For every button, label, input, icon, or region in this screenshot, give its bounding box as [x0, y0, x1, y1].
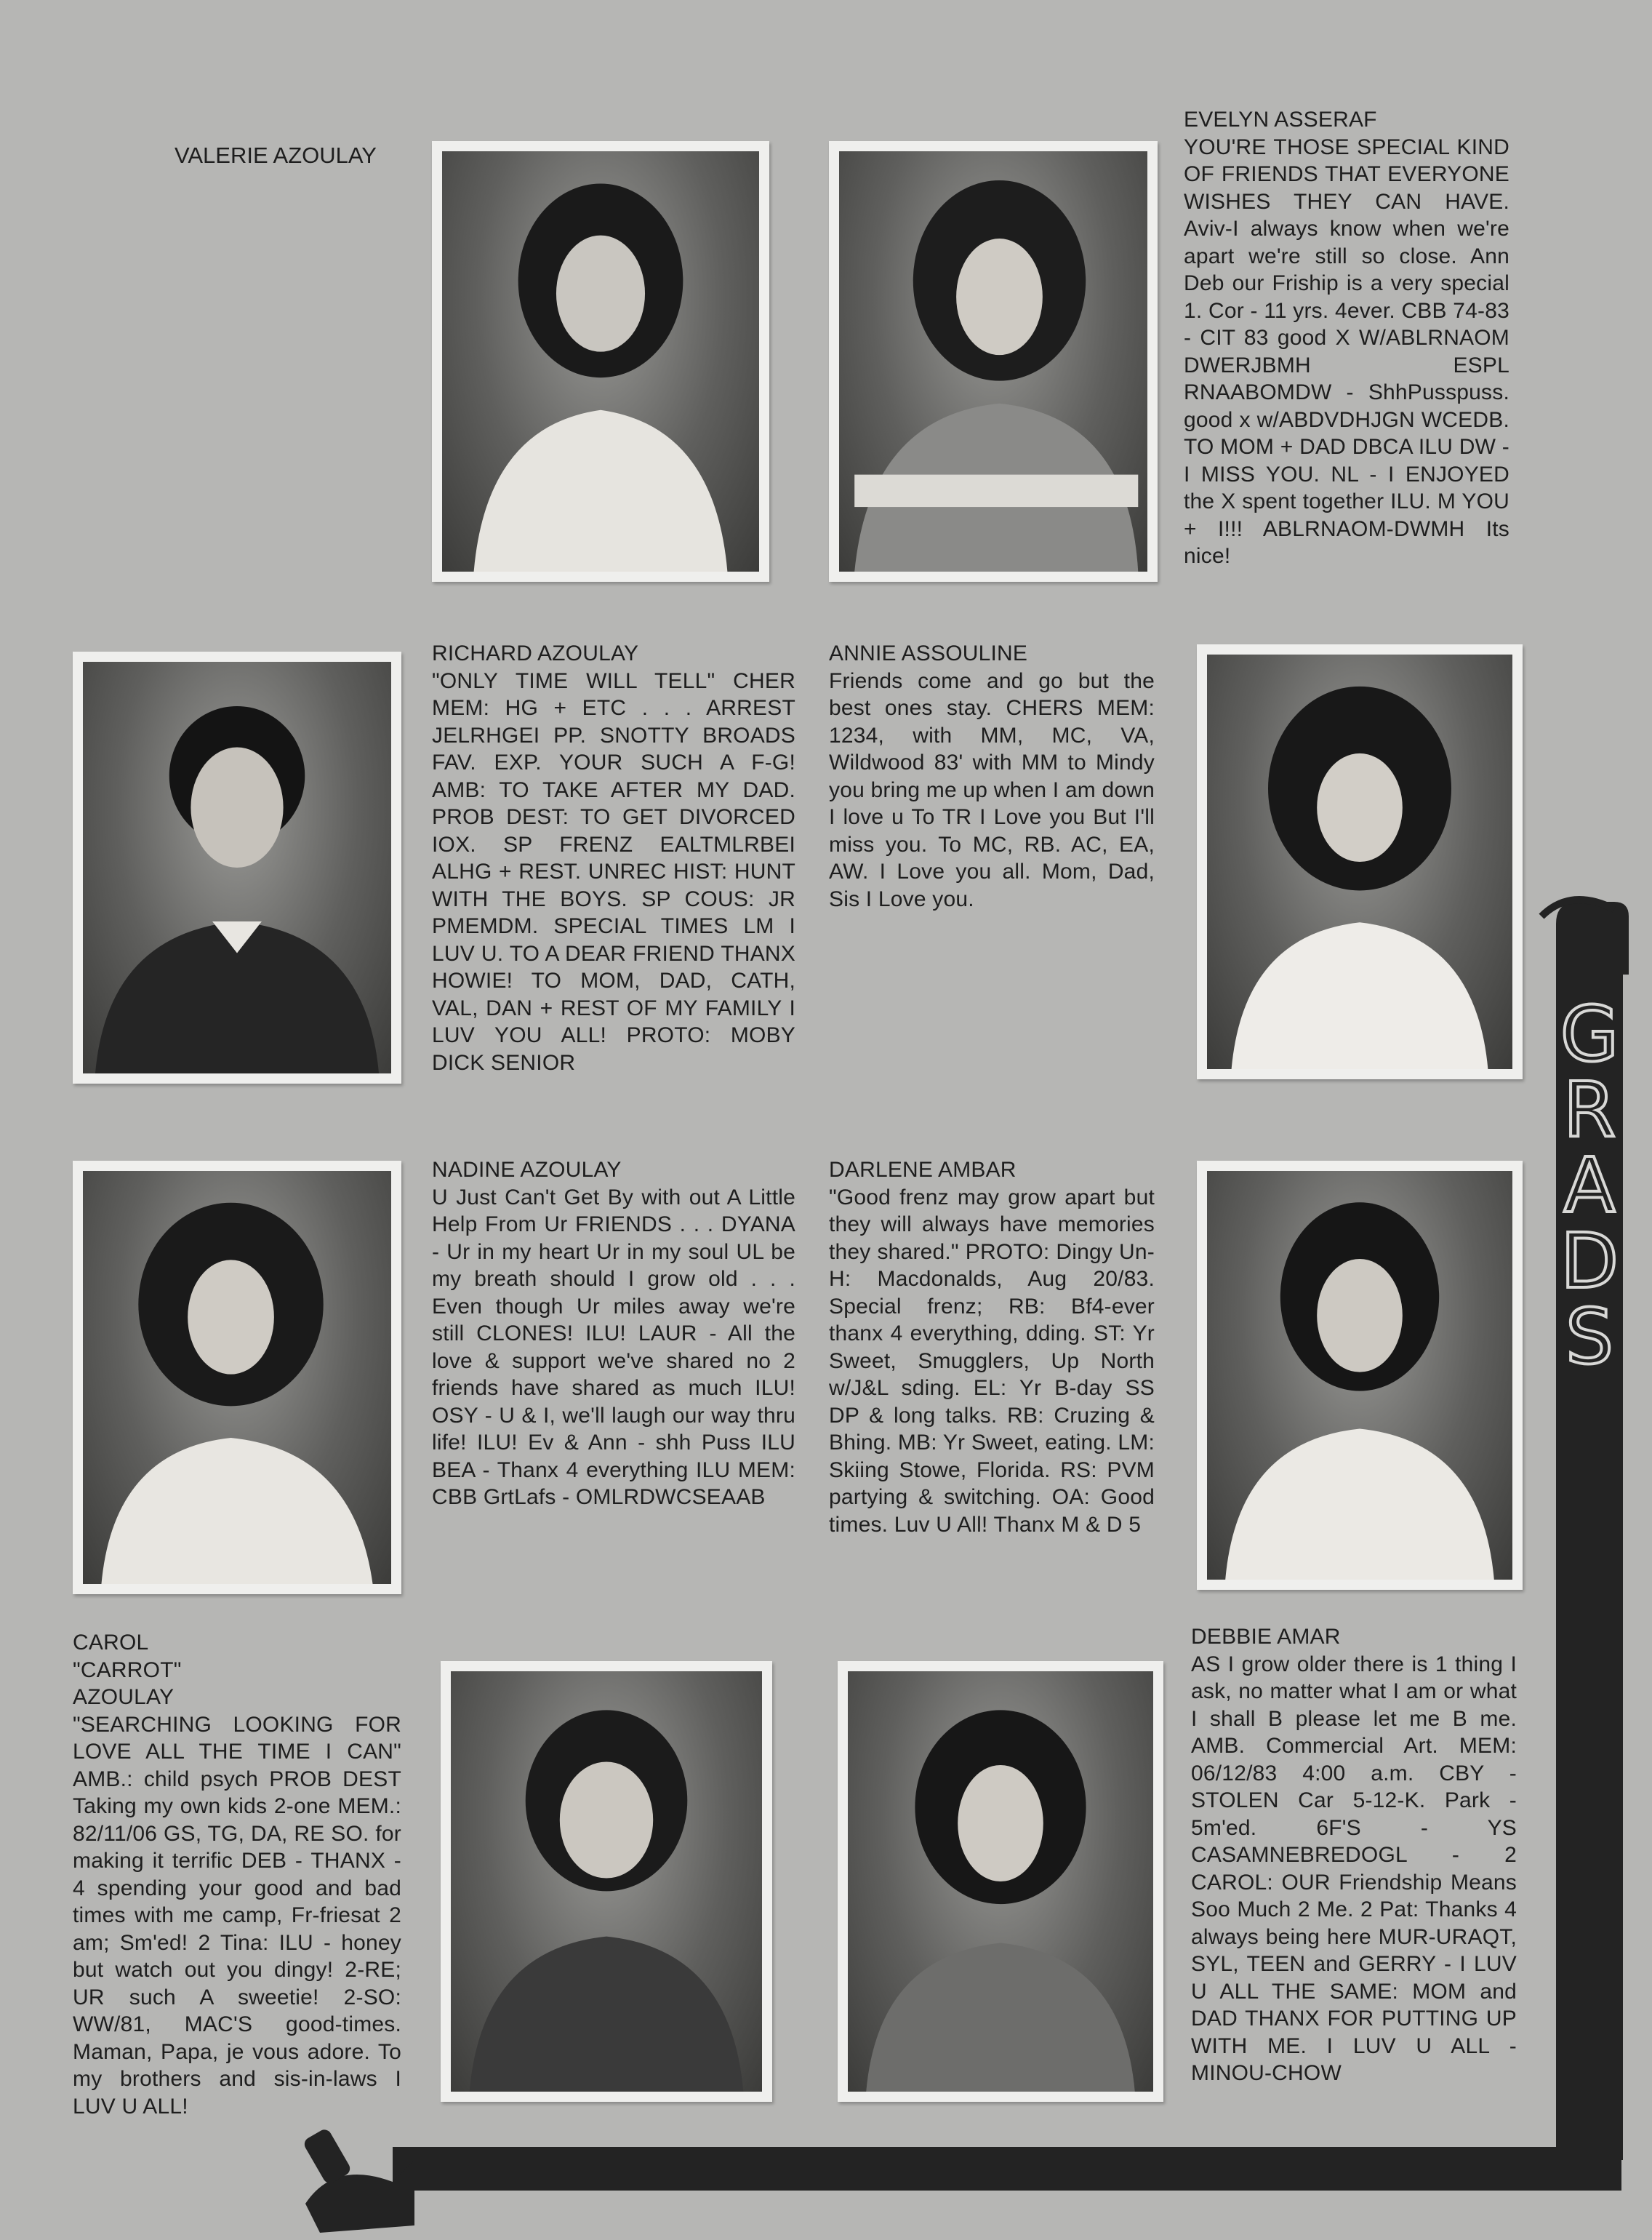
student-name: DARLENE AMBAR: [829, 1158, 1017, 1182]
student-message: "ONLY TIME WILL TELL" CHER MEM: HG + ETC . . . ARREST JELRHGEI PP. SNOTTY BROADS FAV. EXP. YOUR SUCH A F-G! AMB: TO TAKE AFTER MY DAD. PROB DEST: TO GET DIVORCED IOX. SP FRENZ EALTMLRBEI ALHG + REST. UNREC HIST: HUNT WITH THE BOYS. SP COUS: JR PMEMDM. SPECIAL TIMES LM I LUV U. TO A DEAR FRIEND THANX HOWIE! TO MOM, DAD, CATH, VAL, DAN + REST OF MY FAMILY I LUV YOU ALL! PROTO: MOBY DICK SENIOR: [432, 668, 795, 1075]
student-name: NADINE AZOULAY: [432, 1158, 622, 1182]
student-name: ANNIE ASSOULINE: [829, 641, 1028, 665]
grads-label: [1549, 990, 1630, 1381]
grads-letter: A: [1563, 1141, 1616, 1230]
bio-debbie: [1191, 1623, 1517, 2087]
portrait-nadine: [73, 1161, 401, 1594]
bio-nadine: [432, 1156, 795, 1511]
bio-annie: [829, 640, 1155, 913]
student-name: DEBBIE AMAR: [1191, 1625, 1341, 1649]
portrait-annie: [1197, 644, 1523, 1079]
bio-carol: [73, 1629, 401, 2120]
portrait-richard: [73, 652, 401, 1084]
grads-letter: G: [1560, 990, 1619, 1079]
student-message: AS I grow older there is 1 thing I ask, no matter what I am or what I shall B please let me B me. AMB. Commercial Art. MEM: 06/12/83 4:00 a.m. CBY - STOLEN Car 5-12-K. Park - 5m'ed. 6F'S - YS CASAMNEBREDOGL - 2 CAROL: OUR Friendship Means Soo Much 2 Me. 2 Pat: Thanks 4 always being here MUR-URAQT, SYL, TEEN and GERRY - I LUV U ALL THE SAME: MOM and DAD THANX FOR PUTTING UP WITH ME. I LUV U ALL - MINOU-CHOW: [1191, 1652, 1517, 2085]
portrait-evelyn: [829, 141, 1158, 582]
scroll-hand-icon: [1527, 873, 1643, 989]
bio-darlene: [829, 1156, 1155, 1538]
portrait-darlene: [1197, 1161, 1523, 1590]
bio-richard: [432, 640, 795, 1076]
bio-evelyn: [1184, 106, 1509, 570]
portrait-debbie: [838, 1661, 1163, 2102]
grads-letter: S: [1565, 1292, 1613, 1381]
portrait-carol: [441, 1661, 772, 2102]
student-message: Friends come and go but the best ones stay. CHERS MEM: 1234, with MM, MC, VA, Wildwood 83' with MM to Mindy you bring me up when I am down I love u To TR I Love you But I'll miss you. To MC, RB. AC, EA, AW. I Love you all. Mom, Dad, Sis I Love you.: [829, 668, 1155, 911]
grads-letter: R: [1563, 1065, 1616, 1154]
grads-letter: D: [1560, 1217, 1619, 1305]
banner-bottom-bar: [393, 2147, 1621, 2191]
student-name: EVELYN ASSERAF: [1184, 108, 1377, 132]
student-message: U Just Can't Get By with out A Little Help From Ur FRIENDS . . . DYANA - Ur in my heart Ur in my soul UL be my breath should I grow old . . . Even though Ur miles away we're still CLONES! ILU! LAUR - All the love & support we've shared no 2 friends have shared as much ILU! OSY - U & I, we'll laugh our way thru life! ILU! Ev & Ann - shh Puss ILU BEA - Thanx 4 everything ILU MEM: CBB GrtLafs - OMLRDWCSEAAB: [432, 1185, 795, 1509]
student-message: "Good frenz may grow apart but they will always have memories they shared." PROTO: Dingy Un-H: Macdonalds, Aug 20/83. Special frenz; RB: Bf4-ever thanx 4 everything, dding. ST: Yr Sweet, Smugglers, Up North w/J&L sding. EL: Yr B-day SS DP & long talks. RB: Cruzing & Bhing. MB: Yr Sweet, eating. LM: Skiing Stowe, Florida. RS: PVM partying & switching. OA: Good times. Luv U All! Thanx M & D 5: [829, 1185, 1155, 1537]
student-message: "SEARCHING LOOKING FOR LOVE ALL THE TIME I CAN" AMB.: child psych PROB DEST Taking my own kids 2-one MEM.: 82/11/06 GS, TG, DA, RE SO. for making it terrific DEB - THANX - 4 spending your good and bad times with me camp, Fr-friesat 2 am; Sm'ed! 2 Tina: ILU - honey but watch out you dingy! 2-RE; UR such A sweetie! 2-SO: WW/81, MAC'S good-times. Maman, Papa, je vous adore. To my brothers and sis-in-laws I LUV U ALL!: [73, 1712, 401, 2119]
student-name-valerie: VALERIE AZOULAY: [175, 143, 377, 168]
student-name: RICHARD AZOULAY: [432, 641, 639, 665]
portrait-valerie: [432, 141, 769, 582]
student-name: CAROL "CARROT" AZOULAY: [73, 1631, 182, 1709]
scroll-end-icon: [291, 2116, 422, 2240]
student-message: YOU'RE THOSE SPECIAL KIND OF FRIENDS THAT EVERYONE WISHES THEY CAN HAVE. Aviv-I always know when we're apart we're still so close. Ann Deb our Friship is a very special 1. Cor - 11 yrs. 4ever. CBB 74-83 - CIT 83 good X W/ABLRNAOM DWERJBMH ESPL RNAABOMDW - ShhPusspuss. good x w/ABDVDHJGN WCEDB. TO MOM + DAD DBCA ILU DW - I MISS YOU. NL - I ENJOYED the X spent together ILU. M YOU + I!!! ABLRNAOM-DWMH Its nice!: [1184, 135, 1509, 568]
